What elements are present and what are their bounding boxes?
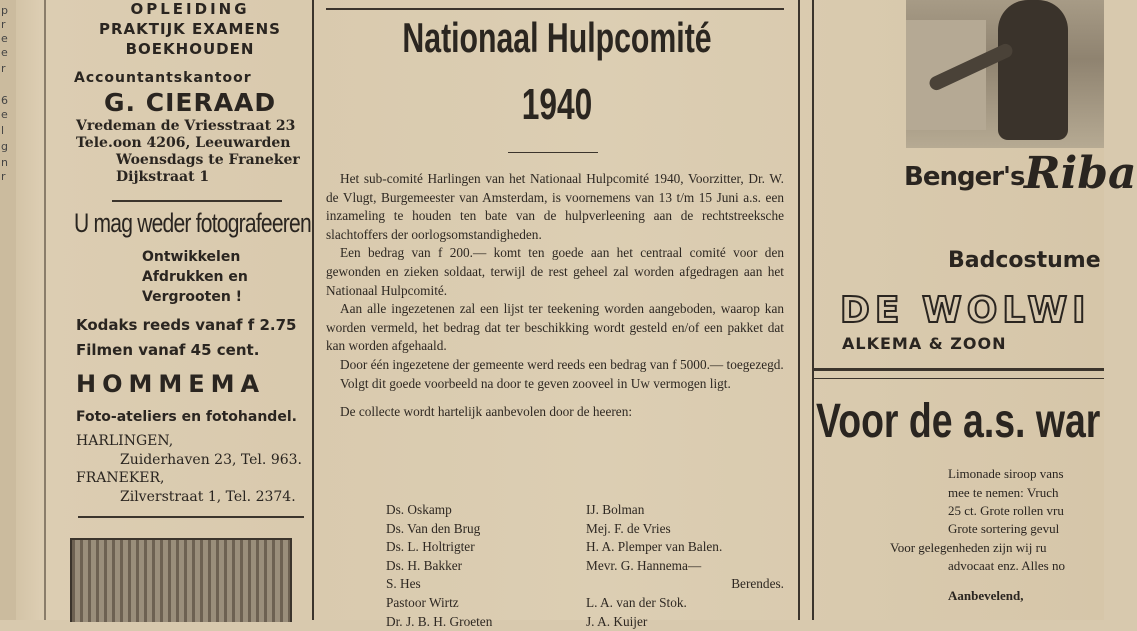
sliver-char: e xyxy=(1,108,8,121)
ad-line: Ontwikkelen xyxy=(142,249,241,265)
name-item: H. A. Plemper van Balen. xyxy=(586,539,723,555)
ad-line: HARLINGEN, xyxy=(76,433,174,449)
ad-line: OPLEIDING xyxy=(130,0,250,18)
name-item: Berendes. xyxy=(731,576,784,592)
ad-line: Zilverstraat 1, Tel. 2374. xyxy=(120,489,296,505)
article-title: Nationaal Hulpcomité xyxy=(402,14,712,61)
column-rule xyxy=(312,0,314,620)
article-paragraph: De collecte wordt hartelijk aanbevolen door de heeren: xyxy=(340,404,633,420)
name-item: Ds. Van den Brug xyxy=(386,520,481,536)
sliver-char: g xyxy=(1,140,8,153)
ad-line: 25 ct. Grote rollen vru xyxy=(948,503,1064,518)
ad-brand: Benger's xyxy=(904,162,1025,192)
ad-line: Dijkstraat 1 xyxy=(116,169,210,185)
ad-owner: ALKEMA & ZOON xyxy=(842,334,1007,353)
ad-line: Grote sortering gevul xyxy=(948,521,1060,536)
name-item: Ds. L. Holtrigter xyxy=(386,539,475,555)
column-rule xyxy=(44,0,46,620)
ad-divider xyxy=(812,378,1104,379)
ad-line: Afdrukken en xyxy=(142,269,248,285)
top-rule xyxy=(326,8,784,10)
ad-divider xyxy=(812,368,1104,371)
article-body xyxy=(326,170,784,422)
column-rule xyxy=(812,0,814,620)
sliver-char: e xyxy=(1,32,8,45)
article-paragraph: Een bedrag van f 200.— komt ten goede aan het centraal comité voor den gewonden en zieken soldaat, terwijl de rest geheel zal worden afgedragen aan het Nationaal Hulpcomité. xyxy=(326,245,784,298)
title-rule xyxy=(508,152,598,153)
sliver-char: r xyxy=(1,62,6,75)
name-item: Pastoor Wirtz xyxy=(386,594,459,610)
column-rule xyxy=(798,0,800,620)
photo-figure xyxy=(998,0,1068,140)
ad-brand-script: Riba xyxy=(1024,148,1137,199)
article-paragraph: Volgt dit goede voorbeeld na door te geven zooveel in Uw vermogen ligt. xyxy=(340,375,731,391)
ad-company-name: HOMMEMA xyxy=(76,370,266,398)
ad-line: Zuiderhaven 23, Tel. 963. xyxy=(120,452,302,468)
article-paragraph: Het sub-comité Harlingen van het Nationaal Hulpcomité 1940, Voorzitter, Dr. W. de Vlugt, Burgemeester van Amsterdam, is voornemens van 13 t/m 15 Juni a.s. een inzameling te houden ten bate van de hulpverleening aan de rechtstreeksche slachtoffers der oorlogsomstandigheden. xyxy=(326,171,784,242)
left-edge-column xyxy=(0,0,16,620)
sliver-char: n xyxy=(1,156,8,169)
ad-store-name: DE WOLWI xyxy=(840,290,1091,331)
ad-photo xyxy=(906,0,1104,148)
name-item: Mej. F. de Vries xyxy=(586,520,671,536)
ad-line: mee te nemen: Vruch xyxy=(948,485,1059,500)
sliver-char: p xyxy=(1,4,8,17)
ad-line: PRAKTIJK EXAMENS xyxy=(99,20,281,38)
name-item: Ds. Oskamp xyxy=(386,502,452,517)
ad-line: Vergrooten ! xyxy=(142,289,243,305)
ad-line: BOEKHOUDEN xyxy=(125,40,255,58)
ad-headline: Voor de a.s. war xyxy=(816,395,1101,448)
ad-divider xyxy=(112,200,282,202)
ad-line: FRANEKER, xyxy=(76,470,165,486)
name-item: IJ. Bolman xyxy=(586,502,645,517)
ad-line: Tele.oon 4206, Leeuwarden xyxy=(76,135,291,151)
ad-company-name: G. CIERAAD xyxy=(104,88,277,117)
ad-line: Foto-ateliers en fotohandel. xyxy=(76,409,297,425)
article-paragraph: Aan alle ingezetenen zal een lijst ter teekening worden aangeboden, waarop kan worden vermeld, het bedrag dat ter beschikking wordt gesteld en/of een pakket dat kan worden afgehaald. xyxy=(326,301,784,354)
name-item: Ds. H. Bakker xyxy=(386,557,463,573)
ad-line: Filmen vanaf 45 cent. xyxy=(76,341,260,359)
names-right xyxy=(586,501,784,631)
ad-product: Badcostume xyxy=(948,248,1101,273)
sliver-char: r xyxy=(1,170,6,183)
ad-line: advocaat enz. Alles no xyxy=(948,558,1065,573)
ad-line: Woensdags te Franeker xyxy=(116,152,300,168)
article-year: 1940 xyxy=(521,80,593,129)
ad-line: Voor gelegenheden zijn wij ru xyxy=(890,540,1047,555)
sliver-char: e xyxy=(1,46,8,59)
sliver-char: r xyxy=(1,18,6,31)
name-item: J. A. Kuijer xyxy=(586,613,648,629)
sliver-char: 6 xyxy=(1,94,8,107)
ad-headline: U mag weder fotografeeren xyxy=(74,208,311,238)
names-left xyxy=(386,501,492,631)
article-paragraph: Door één ingezetene der gemeente werd reeds een bedrag van f 5000.— toegezegd. xyxy=(340,356,784,372)
ad-closing: Aanbevelend, xyxy=(948,588,1024,603)
name-item: Mevr. G. Hannema— xyxy=(586,557,702,573)
ad-line: Accountantskantoor xyxy=(74,70,252,86)
ad-line: Limonade siroop vans xyxy=(948,466,1064,481)
ad-line: Vredeman de Vriesstraat 23 xyxy=(76,118,296,134)
sliver-char: l xyxy=(1,124,5,137)
ad-line: Kodaks reeds vanaf f 2.75 xyxy=(76,316,297,334)
ad-divider xyxy=(78,516,304,518)
name-item: S. Hes xyxy=(386,576,421,592)
name-item: Dr. J. B. H. Groeten xyxy=(386,613,493,629)
ad-image xyxy=(70,538,292,622)
name-item: L. A. van der Stok. xyxy=(586,594,687,610)
